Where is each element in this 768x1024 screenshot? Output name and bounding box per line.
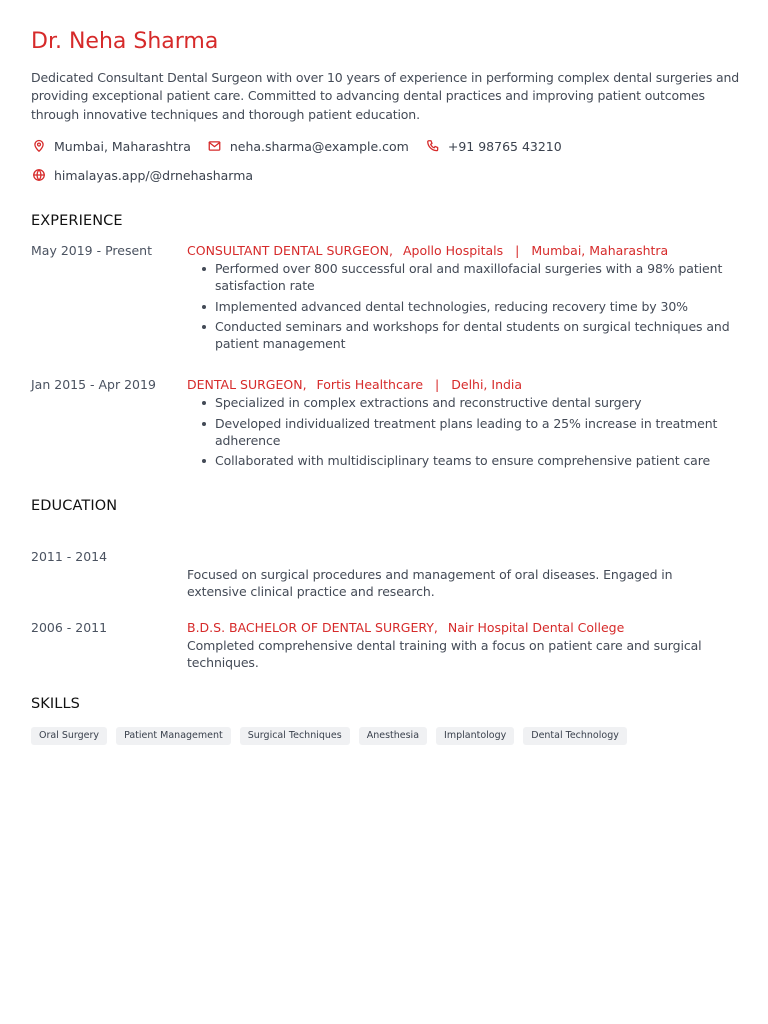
experience-bullets xyxy=(187,394,768,473)
map-pin-icon xyxy=(31,138,47,154)
header-separator: | xyxy=(435,377,440,392)
experience-header xyxy=(187,242,668,260)
email-link[interactable]: neha.sharma@example.com xyxy=(229,138,409,154)
education-description: Focused on surgical procedures and management of oral diseases. Engaged in extensive clinical practice and research. xyxy=(187,567,673,599)
company-name: Fortis Healthcare xyxy=(316,377,424,392)
skills-heading: SKILLS xyxy=(31,696,80,712)
job-title: DENTAL SURGEON, xyxy=(187,377,307,392)
website-link[interactable]: himalayas.app/@drnehasharma xyxy=(54,167,254,183)
experience-date: Jan 2015 - Apr 2019 xyxy=(31,377,156,392)
contact-website[interactable] xyxy=(31,167,253,183)
institution-name: Nair Hospital Dental College xyxy=(447,620,625,635)
job-location: Mumbai, Maharashtra xyxy=(531,243,669,258)
professional-summary: Dedicated Consultant Dental Surgeon with over 10 years of experience in performing complex dental surgeries and providing exceptional patient care. Committed to advancing dental practices and improving patient outcomes through innovative techniques and thorough patient education. xyxy=(31,70,740,122)
education-date: 2011 - 2014 xyxy=(31,549,108,564)
contact-email[interactable] xyxy=(207,138,409,154)
skill-tag: Surgical Techniques xyxy=(240,727,350,745)
phone-icon xyxy=(425,138,441,154)
skill-tag: Implantology xyxy=(436,727,514,745)
location-text: Mumbai, Maharashtra xyxy=(54,138,191,154)
bullet-item: Conducted seminars and workshops for dental students on surgical techniques and patient management xyxy=(215,318,768,352)
company-name: Apollo Hospitals xyxy=(402,243,504,258)
bullet-item: Developed individualized treatment plans leading to a 25% increase in treatment adherence xyxy=(215,415,768,449)
envelope-icon xyxy=(207,138,223,154)
candidate-name: Dr. Neha Sharma xyxy=(31,29,219,54)
education-description: Completed comprehensive dental training with a focus on patient care and surgical techniques. xyxy=(187,638,702,670)
bullet-item: Collaborated with multidisciplinary teams to ensure comprehensive patient care xyxy=(215,452,768,469)
globe-icon xyxy=(31,167,47,183)
header-separator: | xyxy=(515,243,520,258)
experience-header xyxy=(187,376,522,394)
bullet-item: Specialized in complex extractions and reconstructive dental surgery xyxy=(215,394,768,411)
contact-row-secondary xyxy=(31,166,269,184)
education-heading: EDUCATION xyxy=(31,498,118,514)
experience-bullets xyxy=(187,260,768,356)
bullet-item: Performed over 800 successful oral and maxillofacial surgeries with a 98% patient satisfaction rate xyxy=(215,260,768,294)
contact-phone[interactable] xyxy=(425,138,562,154)
contact-row-primary xyxy=(31,137,578,155)
education-date: 2006 - 2011 xyxy=(31,620,108,635)
education-header xyxy=(187,619,624,637)
bullet-item: Implemented advanced dental technologies, reducing recovery time by 30% xyxy=(215,298,768,315)
skill-tag: Dental Technology xyxy=(523,727,627,745)
skill-tag: Patient Management xyxy=(116,727,231,745)
experience-heading: EXPERIENCE xyxy=(31,213,123,229)
contact-location xyxy=(31,138,191,154)
degree-title: B.D.S. BACHELOR OF DENTAL SURGERY, xyxy=(187,620,438,635)
skill-tag: Anesthesia xyxy=(359,727,427,745)
skills-list xyxy=(31,727,636,745)
job-location: Delhi, India xyxy=(451,377,523,392)
phone-text[interactable]: +91 98765 43210 xyxy=(447,138,562,154)
skill-tag: Oral Surgery xyxy=(31,727,107,745)
experience-date: May 2019 - Present xyxy=(31,243,152,258)
job-title: CONSULTANT DENTAL SURGEON, xyxy=(187,243,393,258)
